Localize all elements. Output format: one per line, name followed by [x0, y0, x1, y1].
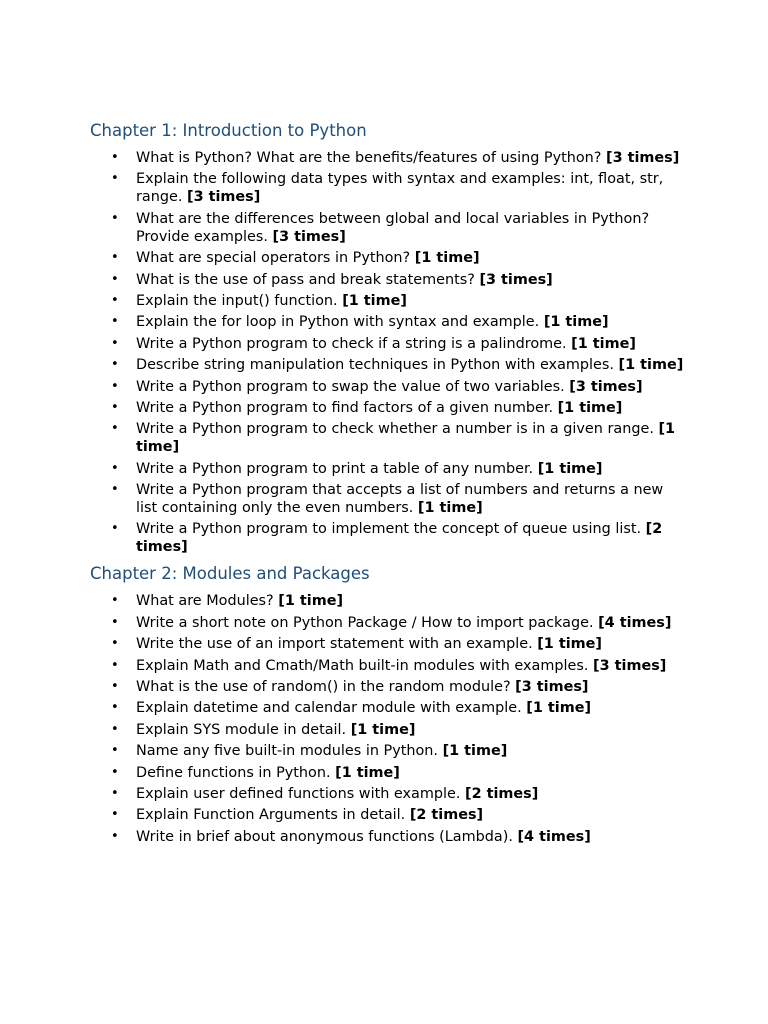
frequency-badge: [3 times]: [515, 679, 589, 696]
question-text: Write a Python program that accepts a list of numbers and returns a new list containing only the even numbers.: [136, 482, 664, 517]
question-text: What is Python? What are the benefits/features of using Python?: [136, 150, 602, 166]
question-list: [90, 149, 686, 556]
list-item: [90, 399, 686, 417]
frequency-badge: [1 time]: [537, 460, 603, 477]
frequency-badge: [1 time]: [350, 721, 416, 738]
question-text: What is the use of pass and break statements?: [136, 271, 475, 288]
frequency-badge: [1 time]: [417, 500, 483, 517]
frequency-badge: [1 time]: [571, 335, 636, 352]
frequency-badge: [1 time]: [543, 314, 609, 331]
question-list: [90, 592, 686, 845]
frequency-badge: [3 times]: [479, 271, 553, 288]
chapter-heading: Chapter 2: Modules and Packages: [90, 564, 370, 584]
question-text: Name any five built-in modules in Python.: [136, 743, 438, 760]
question-text: Explain the following data types with syntax and examples: int, float, str, range.: [136, 171, 664, 206]
list-item: [90, 592, 686, 610]
frequency-badge: [1 time]: [442, 743, 508, 760]
list-item: [90, 292, 686, 310]
question-text: What are special operators in Python?: [136, 250, 411, 267]
frequency-badge: [4 times]: [517, 828, 591, 845]
question-text: Write in brief about anonymous functions (Lambda).: [136, 828, 513, 845]
question-text: Define functions in Python.: [136, 764, 331, 781]
list-item: [90, 356, 686, 374]
list-item: [90, 699, 686, 717]
list-item: [90, 378, 686, 396]
question-text: Explain Math and Cmath/Math built-in modules with examples.: [136, 657, 589, 674]
question-text: What is the use of random() in the random module?: [136, 679, 511, 696]
list-item: [90, 657, 686, 675]
frequency-badge: [1 time]: [278, 593, 344, 610]
question-text: Write a short note on Python Package / How to import package.: [136, 614, 594, 631]
list-item: [90, 785, 686, 803]
frequency-badge: [1 time]: [335, 764, 400, 781]
question-text: Write a Python program to print a table of any number.: [136, 460, 534, 477]
question-text: Explain the for loop in Python with syntax and example.: [136, 314, 540, 331]
question-text: Write a Python program to implement the concept of queue using list.: [136, 521, 642, 538]
question-text: Explain user defined functions with example.: [136, 785, 461, 802]
chapter-1: [90, 120, 686, 556]
list-item: [90, 742, 686, 760]
frequency-badge: [1 time]: [136, 421, 676, 456]
question-text: Explain SYS module in detail.: [136, 721, 347, 738]
list-item: [90, 635, 686, 653]
list-item: [90, 828, 686, 846]
list-item: [90, 313, 686, 331]
question-text: What are Modules?: [136, 593, 274, 610]
list-item: [90, 335, 686, 353]
question-text: Describe string manipulation techniques in Python with examples.: [136, 357, 614, 374]
frequency-badge: [2 times]: [136, 521, 663, 556]
document-page: [90, 120, 686, 853]
question-text: What are the differences between global and local variables in Python? Provide examples.: [136, 210, 650, 245]
frequency-badge: [3 times]: [606, 150, 680, 166]
frequency-badge: [1 time]: [342, 292, 407, 309]
frequency-badge: [3 times]: [187, 189, 261, 206]
frequency-badge: [3 times]: [593, 657, 667, 674]
list-item: [90, 420, 686, 456]
question-text: Explain Function Arguments in detail.: [136, 807, 406, 824]
frequency-badge: [4 times]: [598, 614, 672, 631]
list-item: [90, 271, 686, 289]
frequency-badge: [1 time]: [537, 636, 602, 653]
list-item: [90, 210, 686, 246]
list-item: [90, 249, 686, 267]
frequency-badge: [1 time]: [414, 250, 480, 267]
question-text: Explain datetime and calendar module with example.: [136, 700, 522, 717]
frequency-badge: [1 time]: [618, 357, 684, 374]
list-item: [90, 764, 686, 782]
list-item: [90, 806, 686, 824]
question-text: Write a Python program to check if a string is a palindrome.: [136, 335, 567, 352]
question-text: Write a Python program to check whether a number is in a given range.: [136, 421, 654, 438]
list-item: [90, 460, 686, 478]
chapter-2: [90, 563, 686, 845]
list-item: [90, 678, 686, 696]
frequency-badge: [3 times]: [569, 378, 643, 395]
frequency-badge: [3 times]: [272, 228, 346, 245]
question-text: Write a Python program to swap the value of two variables.: [136, 378, 565, 395]
question-text: Explain the input() function.: [136, 292, 338, 309]
frequency-badge: [1 time]: [526, 700, 592, 717]
list-item: [90, 149, 686, 167]
list-item: [90, 520, 686, 556]
frequency-badge: [2 times]: [409, 807, 484, 824]
chapter-heading: Chapter 1: Introduction to Python: [90, 121, 367, 140]
frequency-badge: [1 time]: [557, 399, 623, 416]
list-item: [90, 614, 686, 632]
frequency-badge: [2 times]: [465, 785, 539, 802]
question-text: Write a Python program to find factors of a given number.: [136, 399, 554, 416]
list-item: [90, 481, 686, 517]
question-text: Write the use of an import statement with an example.: [136, 636, 533, 653]
list-item: [90, 721, 686, 739]
list-item: [90, 170, 686, 206]
